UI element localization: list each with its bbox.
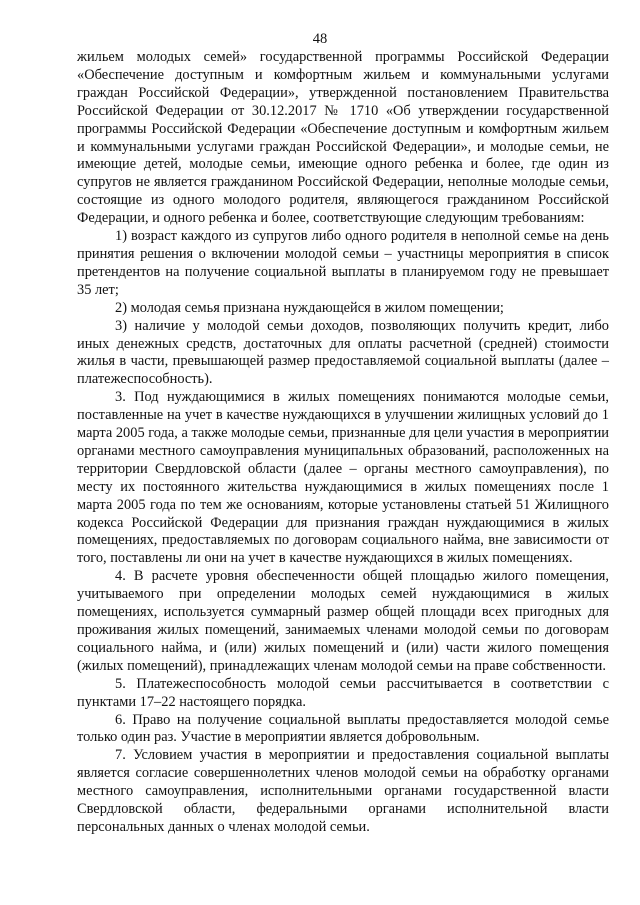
paragraph-intro-continuation: жильем молодых семей» государственной программы Российской Федерации «Обеспечение доступным и комфортным жильем и коммунальными услугами граждан Российской Федерации», утвержденной постановлением Правительства Российской Федерации от 30.12.2017 № 1710 «Об утверждении государственной программы Российской Федерации «Обеспечение доступным и комфортным жильем и коммунальными услугами граждан Российской Федерации», и молодые семьи, не имеющие детей, молодые семьи, имеющие одного ребенка и более, где один из супругов не является гражданином Российской Федерации, неполные молодые семьи, состоящие из одного молодого родителя, являющегося гражданином Российской Федерации, и одного ребенка и более, соответствующие следующим требованиям: [77,49,609,227]
page-number: 48 [312,31,328,47]
requirement-3-solvency: 3) наличие у молодой семьи доходов, позволяющих получить кредит, либо иных денежных средств, достаточных для оплаты расчетной (средней) стоимости жилья в части, превышающей размер предоставляемой социальной выплаты (далее – платежеспособность). [77,317,609,388]
document-body [77,49,609,837]
clause-4-living-area-calculation: 4. В расчете уровня обеспеченности общей площадью жилого помещения, учитываемого при определении молодых семей нуждающимися в жилых помещениях, используется суммарный размер общей площади всех пригодных для проживания жилых помещений, занимаемых членами молодой семьи по договорам социального найма, и (или) жилых помещений и (или) части жилого помещения (жилых помещений), принадлежащих членам молодой семьи на праве собственности. [77,568,609,674]
clause-3-housing-need-definition: 3. Под нуждающимися в жилых помещениях понимаются молодые семьи, поставленные на учет в качестве нуждающихся в улучшении жилищных условий до 1 марта 2005 года, а также молодые семьи, признанные для цели участия в мероприятии органами местного самоуправления муниципальных образований, расположенных на территории Свердловской области (далее – органы местного самоуправления), по месту их постоянного жительства нуждающимися в жилых помещениях после 1 марта 2005 года по тем же основаниям, которые установлены статьей 51 Жилищного кодекса Российской Федерации для признания граждан нуждающимися в жилых помещениях, предоставляемых по договорам социального найма, вне зависимости от того, поставлены ли они на учет в качестве нуждающихся в жилых помещениях. [77,389,609,567]
clause-6-one-time-right: 6. Право на получение социальной выплаты предоставляется молодой семье только один раз. Участие в мероприятии является добровольным. [77,711,609,746]
requirement-1-age: 1) возраст каждого из супругов либо одного родителя в неполной семье на день принятия решения о включении молодой семьи – участницы мероприятия в список претендентов на получение социальной выплаты в планируемом году не превышает 35 лет; [77,228,609,298]
clause-5-solvency-calculation: 5. Платежеспособность молодой семьи рассчитывается в соответствии с пунктами 17–22 настоящего порядка. [77,675,609,710]
clause-7-personal-data-consent: 7. Условием участия в мероприятии и предоставления социальной выплаты является согласие совершеннолетних членов молодой семьи на обработку органами местного самоуправления, исполнительными органами государственной власти Свердловской области, федеральными органами исполнительной власти персональных данных о членах молодой семьи. [77,747,609,835]
requirement-2-housing-need: 2) молодая семья признана нуждающейся в жилом помещении; [115,299,504,316]
